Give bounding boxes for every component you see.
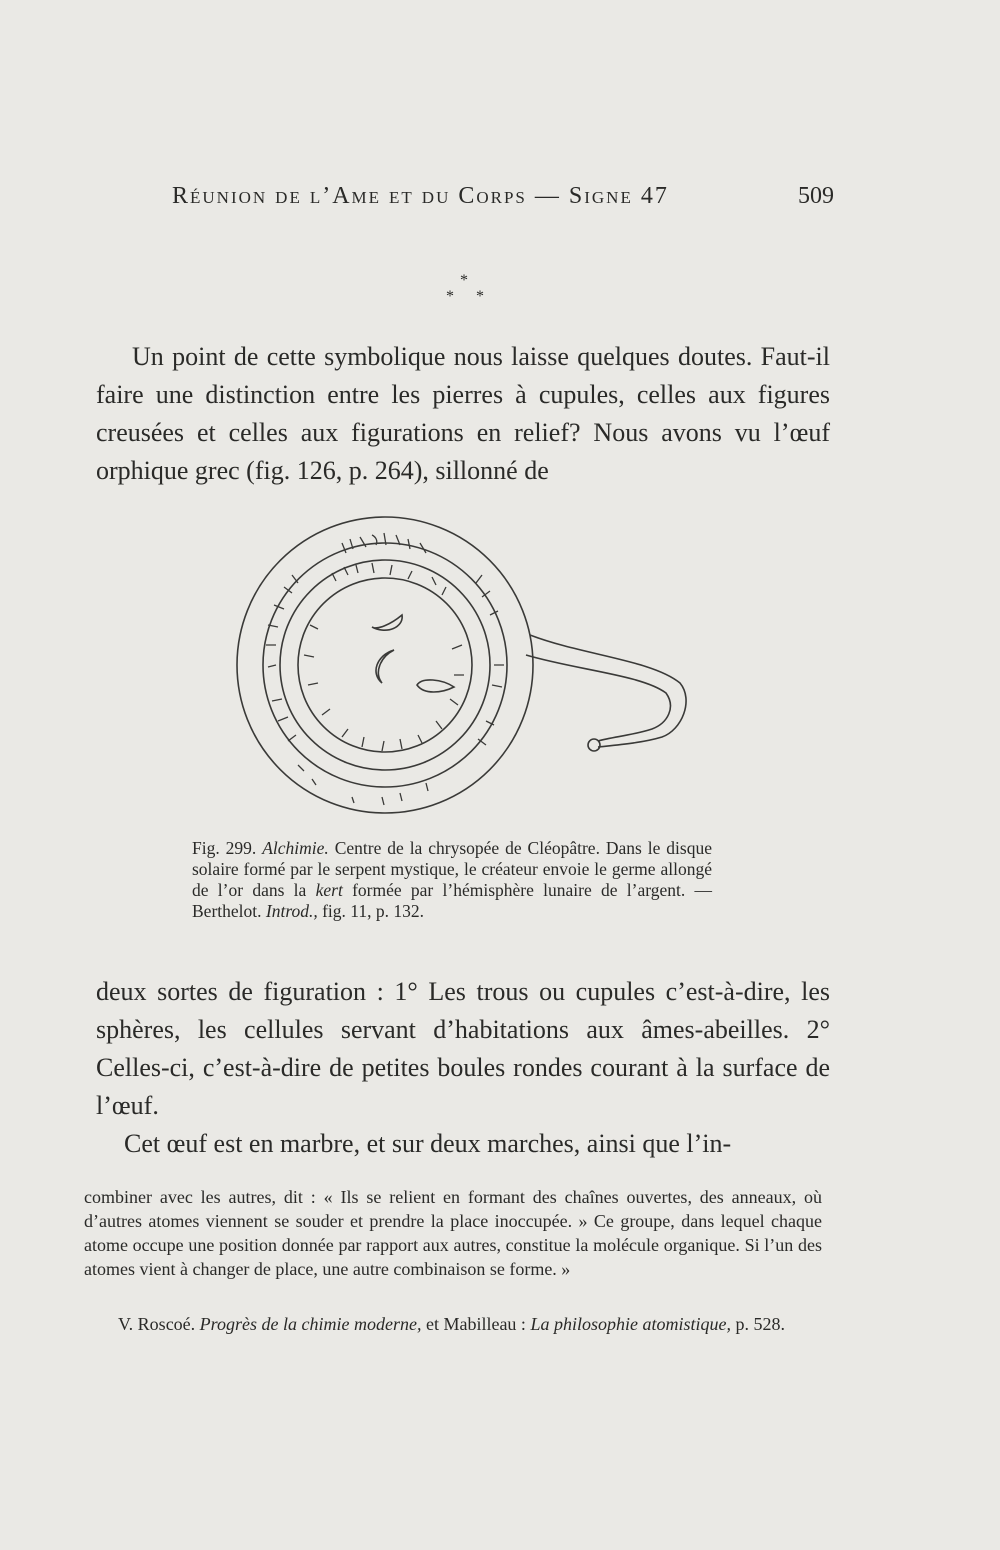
- footnote-2-title-2: La philosophie atomistique,: [530, 1314, 731, 1334]
- running-header: [172, 183, 834, 210]
- footnote-2-middle: et Mabilleau :: [425, 1314, 526, 1334]
- outer-ring: [237, 517, 533, 813]
- middle-ring: [263, 543, 507, 787]
- page-number: 509: [798, 183, 834, 209]
- figure-subject: Alchimie.: [262, 838, 329, 858]
- footnote-2-start: V. Roscoé.: [118, 1314, 196, 1334]
- caption-end: fig. 11, p. 132.: [322, 901, 425, 921]
- figure-caption: [192, 838, 712, 922]
- running-title: Réunion de l’Ame et du Corps — Signe 47: [172, 183, 669, 209]
- paragraph-2: deux sortes de figuration : 1° Les trous ou cupules c’est-à-dire, les sphères, les cellules servant d’habitations aux âmes-abeilles. 2° Celles-ci, c’est-à-dire de petites boules rondes courant à la surface de l’œuf.: [96, 977, 830, 1120]
- footnote-2-end: p. 528.: [735, 1314, 785, 1334]
- center-disc: [298, 578, 472, 752]
- figure-label: Fig. 299.: [192, 838, 257, 858]
- inner-ring: [280, 560, 490, 770]
- caption-text-2: formée par l’hémisphère lunaire de l’argent. — Berthelot.: [192, 880, 713, 921]
- germ-seed: [417, 680, 454, 692]
- asterism-ornament: * * *: [446, 272, 484, 305]
- caption-reference: Introd.,: [265, 901, 318, 921]
- caption-text: Centre de la chrysopée de Cléopâtre. Dans le disque solaire formé par le serpent mystique, le créateur envoie le germe allongé de l’or dans la: [192, 838, 712, 900]
- chrysopee-figure: [232, 515, 702, 835]
- footnote-2-title-1: Progrès de la chimie moderne,: [199, 1314, 422, 1334]
- paragraph-1: Un point de cette symbolique nous laisse quelques doutes. Faut-il faire une distinction entre les pierres à cupules, celles aux figures creusées et celles aux figurations en relief? Nous avons vu l’œuf orphique grec (fig. 126, p. 264), sillonné de: [96, 342, 830, 485]
- crescent-upper: [372, 615, 402, 630]
- serpent-head: [588, 739, 600, 751]
- crescent-lower: [376, 650, 394, 683]
- footnote-2: [84, 1312, 822, 1336]
- footnote-1: combiner avec les autres, dit : « Ils se relient en formant des chaînes ouvertes, des anneaux, où d’autres atomes viennent se souder et prendre la place inoccupée. » Ce groupe, dans lequel chaque atome occupe une position donnée par rapport aux autres, constitue la molécule organique. Si l’un des atomes vient à changer de place, une autre combinaison se forme. »: [84, 1187, 822, 1279]
- paragraph-3: Cet œuf est en marbre, et sur deux marches, ainsi que l’in-: [124, 1129, 732, 1158]
- caption-italic-word: kert: [315, 880, 343, 900]
